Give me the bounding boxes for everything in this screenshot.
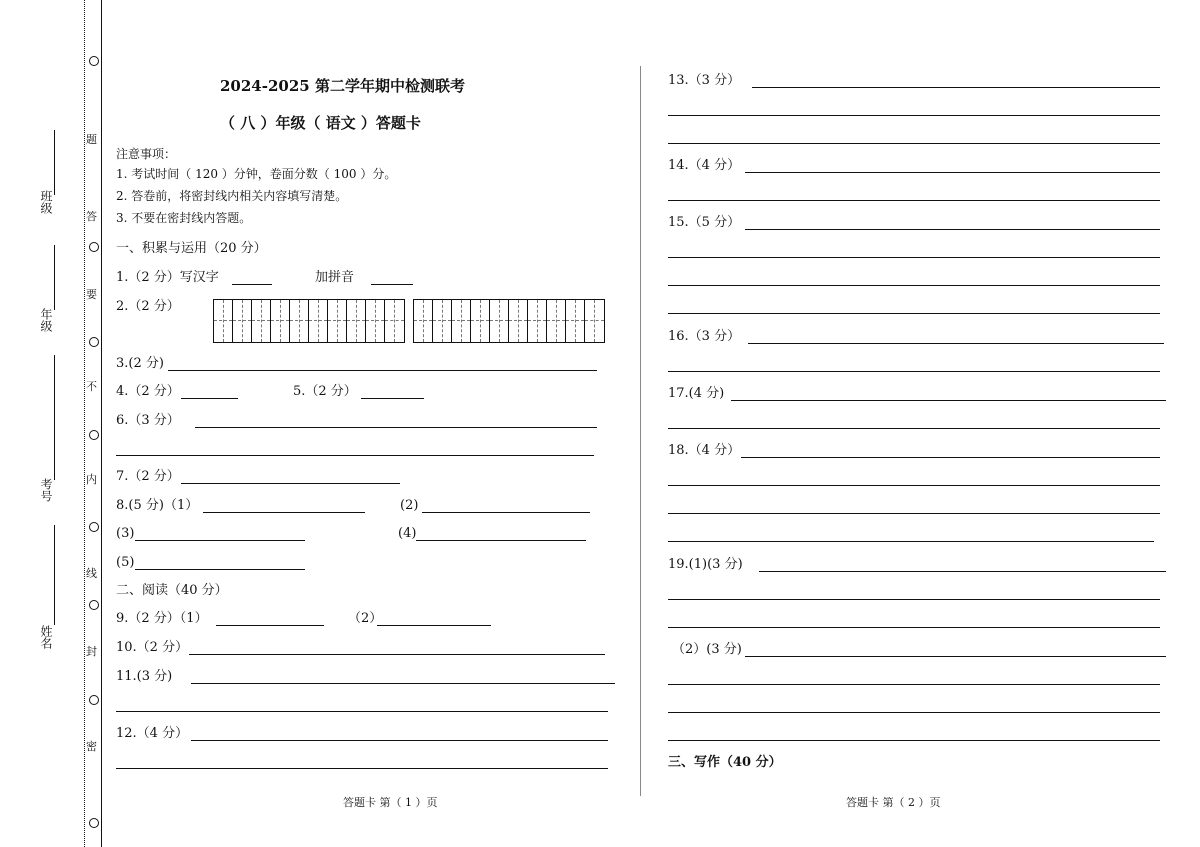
question-label: 7.（2 分） [116,469,180,484]
binding-hole [89,522,99,532]
answer-line[interactable] [668,485,1160,486]
answer-line[interactable] [216,625,324,626]
answer-line[interactable] [731,400,1166,401]
name-label: 姓名 [39,625,53,649]
seal-char: 答 [86,210,97,223]
seal-char: 不 [86,380,97,393]
answer-line[interactable] [668,599,1160,600]
question-label: （2）(3 分) [672,642,742,657]
answer-line[interactable] [668,313,1160,314]
seal-char: 封 [86,645,97,658]
answer-line[interactable] [168,370,597,371]
question-label: 4.（2 分） [116,384,180,399]
answer-line[interactable] [371,284,413,285]
section-heading: 三、写作（40 分） [668,755,782,770]
name-field[interactable] [54,525,55,625]
binding-hole [89,337,99,347]
seal-char: 线 [86,567,97,580]
answer-line[interactable] [416,540,586,541]
question-label: 2.（2 分） [116,299,180,314]
notice-item: 1. 考试时间（ 120 ）分钟，卷面分数（ 100 ）分。 [116,167,397,181]
writing-grid[interactable] [413,299,605,343]
answer-line[interactable] [422,512,590,513]
answer-line[interactable] [668,143,1160,144]
question-label: 14.（4 分） [668,158,741,173]
answer-line[interactable] [116,711,608,712]
grade-field[interactable] [54,245,55,310]
question-label: (2) [400,498,419,513]
question-label: (3) [116,526,135,541]
page-divider [640,66,641,796]
answer-line[interactable] [745,229,1160,230]
binding-hole [89,818,99,828]
binding-hole [89,695,99,705]
question-label: （2） [348,611,383,626]
answer-line[interactable] [745,172,1160,173]
binding-hole [89,600,99,610]
seal-char: 要 [86,288,97,301]
binding-hole [89,430,99,440]
question-label: 17.(4 分) [668,386,725,401]
answer-line[interactable] [668,513,1160,514]
question-label: (4) [398,526,417,541]
question-label: 9.（2 分）（1） [116,611,208,626]
answer-line[interactable] [668,428,1160,429]
seal-char: 密 [86,740,97,753]
class-label: 班级 [39,190,53,214]
binding-line-outer [84,0,85,847]
answer-line[interactable] [135,569,305,570]
question-label: 1.（2 分）写汉字 [116,270,219,285]
answer-line[interactable] [668,684,1160,685]
answer-line[interactable] [181,398,238,399]
question-label: 5.（2 分） [293,384,357,399]
answer-line[interactable] [759,571,1166,572]
answer-line[interactable] [668,712,1160,713]
answer-line[interactable] [745,656,1166,657]
seal-char: 内 [86,473,97,486]
page-subtitle: （ 八 ）年级（ 语文 ）答题卡 [220,114,421,132]
page-title: 2024-2025 第二学年期中检测联考 [220,77,465,95]
question-label: 6.（3 分） [116,413,180,428]
section-heading: 二、阅读（40 分） [116,583,228,598]
page-footer: 答题卡 第（ 1 ）页 [343,796,438,809]
section-heading: 一、积累与运用（20 分） [116,241,267,256]
question-label: 16.（3 分） [668,329,741,344]
exam-number-field[interactable] [54,355,55,480]
notice-item: 3. 不要在密封线内答题。 [116,211,252,225]
answer-line[interactable] [668,257,1160,258]
answer-line[interactable] [116,768,608,769]
class-field[interactable] [54,130,55,195]
binding-hole [89,242,99,252]
answer-line[interactable] [668,200,1160,201]
answer-line[interactable] [668,541,1154,542]
answer-line[interactable] [741,457,1160,458]
answer-line[interactable] [668,115,1160,116]
answer-line[interactable] [361,398,424,399]
writing-grid[interactable] [213,299,405,343]
seal-char: 题 [86,133,97,146]
question-label: 11.(3 分) [116,669,173,684]
answer-line[interactable] [748,343,1164,344]
answer-line[interactable] [668,371,1160,372]
answer-line[interactable] [752,87,1160,88]
question-label: 8.(5 分)（1） [116,498,199,513]
question-label: (5) [116,555,135,570]
answer-line[interactable] [377,625,491,626]
question-label: 3.(2 分) [116,356,164,371]
binding-hole [89,56,99,66]
question-label: 18.（4 分） [668,443,741,458]
question-label: 加拼音 [315,270,355,285]
question-label: 13.（3 分） [668,73,741,88]
notice-heading: 注意事项： [116,147,177,161]
answer-line[interactable] [232,284,272,285]
answer-line[interactable] [668,627,1160,628]
notice-item: 2. 答卷前，将密封线内相关内容填写清楚。 [116,189,348,203]
answer-line[interactable] [203,512,365,513]
question-label: 19.(1)(3 分) [668,557,743,572]
answer-line[interactable] [189,654,605,655]
answer-line[interactable] [195,427,597,428]
question-label: 12.（4 分） [116,726,189,741]
answer-line[interactable] [181,483,400,484]
answer-line[interactable] [135,540,305,541]
answer-line[interactable] [191,683,615,684]
grade-label: 年级 [39,308,53,332]
question-label: 15.（5 分） [668,215,741,230]
binding-line-inner [101,0,102,847]
answer-line[interactable] [668,285,1160,286]
answer-line[interactable] [116,455,594,456]
answer-line[interactable] [191,740,608,741]
question-label: 10.（2 分） [116,640,189,655]
page-footer: 答题卡 第（ 2 ）页 [846,796,941,809]
exam-number-label: 考号 [39,478,53,502]
answer-line[interactable] [668,740,1160,741]
